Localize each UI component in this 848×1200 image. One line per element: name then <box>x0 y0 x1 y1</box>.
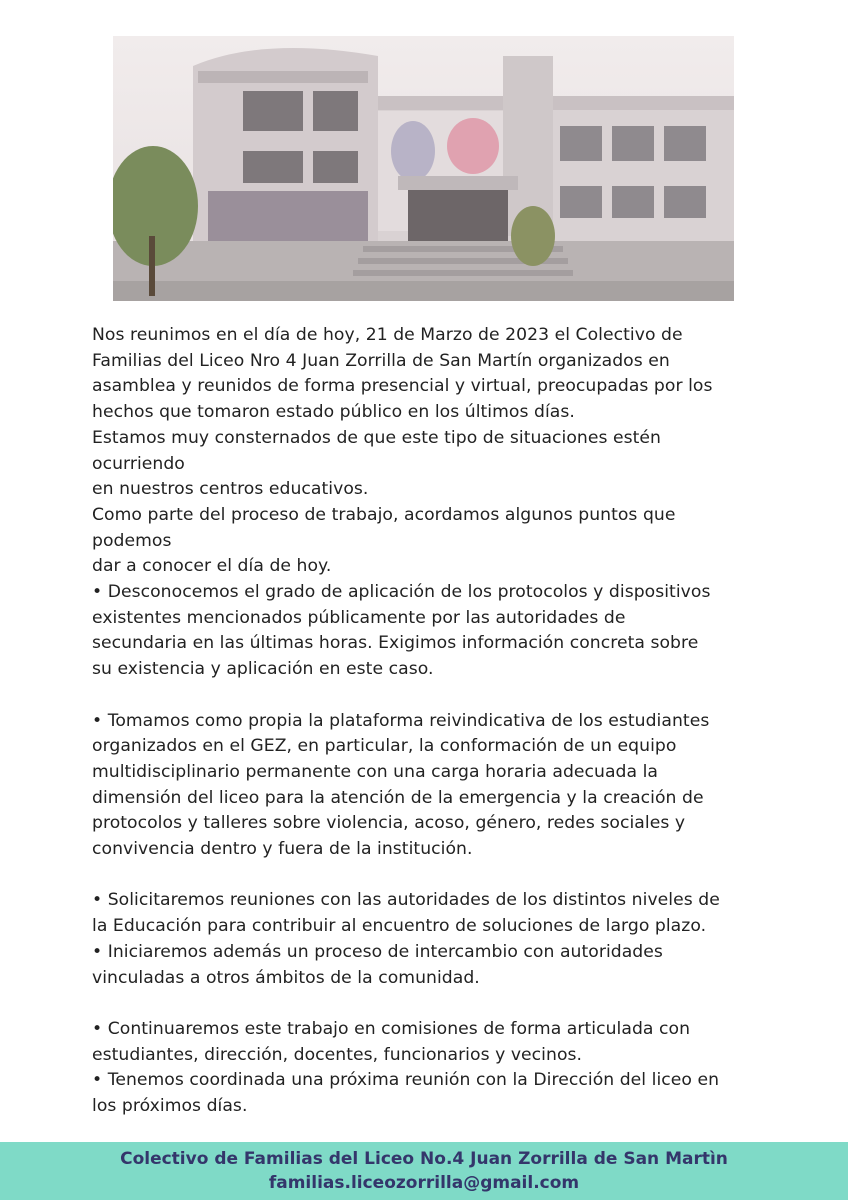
text-line: podemos <box>92 530 172 551</box>
text-line: en nuestros centros educativos. <box>92 479 369 500</box>
paragraph-gap <box>92 991 772 1017</box>
text-line: • Tenemos coordinada una próxima reunión con la Dirección del liceo en <box>92 1070 720 1091</box>
text-line: existentes mencionados públicamente por las autoridades de <box>92 607 626 628</box>
text-line: los próximos días. <box>92 1096 248 1117</box>
text-line: secundaria en las últimas horas. Exigimos información concreta sobre <box>92 633 699 654</box>
paragraph-gap <box>92 863 772 889</box>
text-line: estudiantes, dirección, docentes, funcionarios y vecinos. <box>92 1044 583 1065</box>
footer-banner <box>0 1142 848 1200</box>
text-line: su existencia y aplicación en este caso. <box>92 659 434 680</box>
text-line: dar a conocer el día de hoy. <box>92 556 332 577</box>
text-line: vinculadas a otros ámbitos de la comunidad. <box>92 967 480 988</box>
building-illustration <box>113 36 734 301</box>
paragraph-gap <box>92 683 772 709</box>
school-building-photo <box>113 36 734 301</box>
text-line: Como parte del proceso de trabajo, acordamos algunos puntos que <box>92 504 676 525</box>
text-line: multidisciplinario permanente con una carga horaria adecuada la <box>92 761 659 782</box>
text-line: • Solicitaremos reuniones con las autoridades de los distintos niveles de <box>92 890 720 911</box>
text-line: Nos reunimos en el día de hoy, 21 de Marzo de 2023 el Colectivo de <box>92 325 683 345</box>
text-line: convivencia dentro y fuera de la institución. <box>92 839 473 860</box>
footer-email[interactable]: familias.liceozorrilla@gmail.com <box>268 1173 580 1193</box>
text-line: • Tomamos como propia la plataforma reivindicativa de los estudiantes <box>92 710 710 731</box>
text-line: asamblea y reunidos de forma presencial y virtual, preocupadas por los <box>92 376 713 397</box>
text-line: hechos que tomaron estado público en los últimos días. <box>92 402 575 423</box>
statement-body <box>92 323 772 1120</box>
text-line: ocurriendo <box>92 453 185 474</box>
text-line: • Desconocemos el grado de aplicación de los protocolos y dispositivos <box>92 582 711 603</box>
text-line: • Continuaremos este trabajo en comisiones de forma articulada con <box>92 1018 691 1039</box>
text-line: Estamos muy consternados de que este tipo de situaciones estén <box>92 427 661 448</box>
text-line: organizados en el GEZ, en particular, la conformación de un equipo <box>92 736 677 757</box>
footer-organization: Colectivo de Familias del Liceo No.4 Juan Zorrilla de San Martìn <box>120 1149 728 1169</box>
text-line: la Educación para contribuir al encuentro de soluciones de largo plazo. <box>92 916 707 937</box>
text-line: protocolos y talleres sobre violencia, acoso, género, redes sociales y <box>92 813 686 834</box>
text-line: dimensión del liceo para la atención de la emergencia y la creación de <box>92 787 704 808</box>
text-line: Familias del Liceo Nro 4 Juan Zorrilla de San Martín organizados en <box>92 350 670 371</box>
text-line: • Iniciaremos además un proceso de intercambio con autoridades <box>92 941 663 962</box>
